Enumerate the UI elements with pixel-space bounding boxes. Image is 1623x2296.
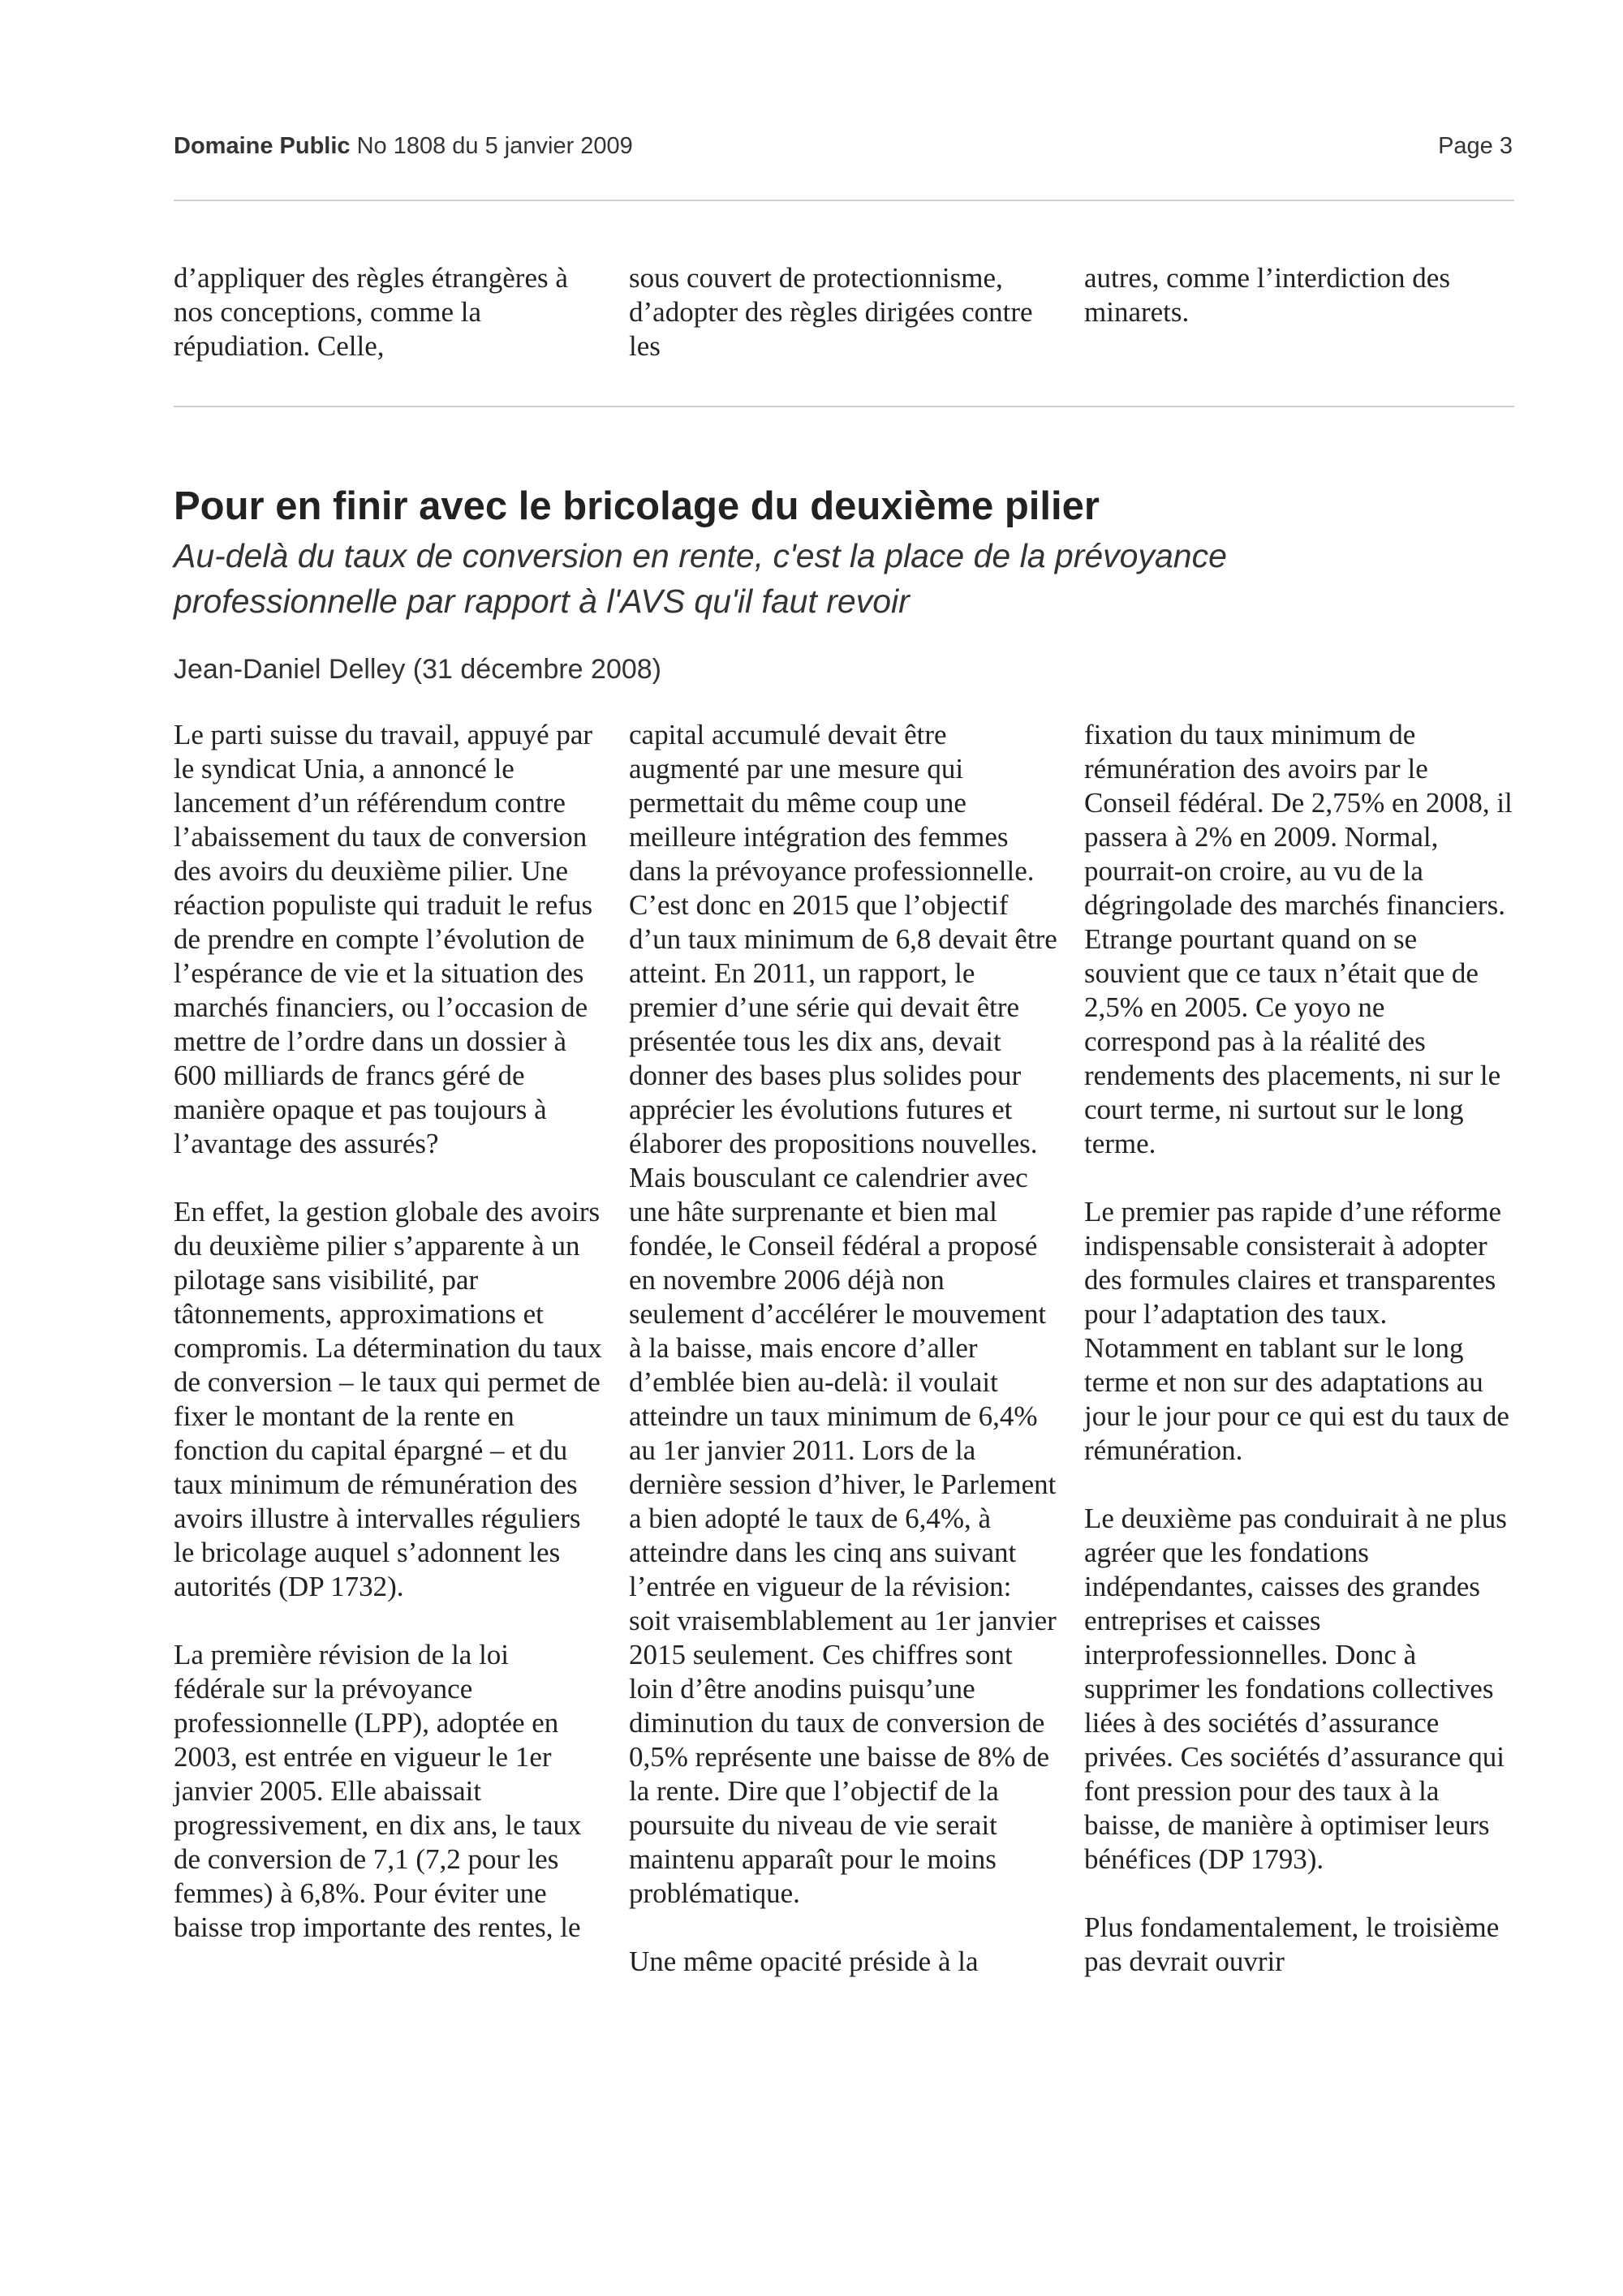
paragraph: Le parti suisse du travail, appuyé par le syndicat Unia, a annoncé le lancement d’un référendum contre l’abaissement du taux de conversion des avoirs du deuxième pilier. Une réaction populiste qui traduit le refus de prendre en compte l’évolution de l’espérance de vie et la situation des marchés financiers, ou l’occasion de mettre de l’ordre dans un dossier à 600 milliards de francs géré de manière opaque et pas toujours à l’avantage des assurés? — [174, 719, 593, 1159]
paragraph: Le premier pas rapide d’une réforme indispensable consisterait à adopter des formules claires et transparentes pour l’adaptation des taux. Notamment en tablant sur le long terme et non sur des adaptations au jour le jour pour ce qui est du taux de rémunération. — [1084, 1196, 1509, 1466]
paragraph: La première révision de la loi fédérale sur la prévoyance professionnelle (LPP), adoptée en 2003, est entrée en vigueur le 1er janvier 2005. Elle abaissait progressivement, en dix ans, le taux de conversion de 7,1 (7,2 pour les femmes) à 6,8%. Pour éviter une baisse trop importante des rentes, le — [174, 1639, 582, 1943]
paragraph: autres, comme l’interdiction des minarets. — [1084, 262, 1450, 328]
article-title: Pour en finir avec le bricolage du deuxième pilier — [174, 484, 1100, 528]
article-column-2 — [629, 718, 1059, 1979]
issue-info: No 1808 du 5 janvier 2009 — [356, 133, 633, 159]
publication-info — [174, 133, 633, 160]
paragraph: capital accumulé devait être augmenté par une mesure qui permettait du même coup une meilleure intégration des femmes dans la prévoyance professionnelle. C’est donc en 2015 que l’objectif d’un taux minimum de 6,8 devait être atteint. En 2011, un rapport, le premier d’une série qui devait être présentée tous les dix ans, devait donner des bases plus solides pour apprécier les évolutions futures et élaborer des propositions nouvelles. Mais bousculant ce calendrier avec une hâte surprenante et bien mal fondée, le Conseil fédéral a proposé en novembre 2006 déjà non seulement d’accélérer le mouvement à la baisse, mais encore d’aller d’emblée bien au-delà: il voulait atteindre un taux minimum de 6,4% au 1er janvier 2011. Lors de la dernière session d’hiver, le Parlement a bien adopté le taux de 6,4%, à atteindre dans les cinq ans suivant l’entrée en vigueur de la révision: soit vraisemblablement au 1er janvier 2015 seulement. Ces chiffres sont loin d’être anodins puisqu’une diminution du taux de conversion de 0,5% représente une baisse de 8% de la rente. Dire que l’objectif de la poursuite du niveau de vie serait maintenu apparaît pour le moins problématique. — [629, 719, 1057, 1909]
article-byline: Jean-Daniel Delley (31 décembre 2008) — [174, 654, 661, 685]
page-number: Page 3 — [1438, 133, 1513, 159]
article-column-3 — [1084, 718, 1514, 1979]
previous-article-column-2 — [629, 261, 1059, 363]
previous-article-column-3 — [1084, 261, 1514, 363]
page-header — [174, 133, 1513, 169]
previous-article-column-1 — [174, 261, 604, 363]
article-subtitle: Au-delà du taux de conversion en rente, c'est la place de la prévoyance professionnelle par rapport à l'AVS qu'il faut revoir — [174, 537, 1227, 620]
paragraph: fixation du taux minimum de rémunération des avoirs par le Conseil fédéral. De 2,75% en 2008, il passera à 2% en 2009. Normal, pourrait-on croire, au vu de la dégringolade des marchés financiers. Etrange pourtant quand on se souvient que ce taux n’était que de 2,5% en 2005. Ce yoyo ne correspond pas à la réalité des rendements des placements, ni sur le court terme, ni surtout sur le long terme. — [1084, 719, 1513, 1159]
article-divider — [174, 406, 1514, 407]
header-divider — [174, 200, 1514, 201]
previous-article-columns — [174, 261, 1514, 363]
paragraph: En effet, la gestion globale des avoirs du deuxième pilier s’apparente à un pilotage sans visibilité, par tâtonnements, approximations et compromis. La détermination du taux de conversion – le taux qui permet de fixer le montant de la rente en fonction du capital épargné – et du taux minimum de rémunération des avoirs illustre à intervalles réguliers le bricolage auquel s’adonnent les autorités (DP 1732). — [174, 1196, 602, 1602]
publication-name: Domaine Public — [174, 133, 351, 159]
paragraph: sous couvert de protectionnisme, d’adopter des règles dirigées contre les — [629, 262, 1033, 362]
paragraph: Une même opacité préside à la — [629, 1946, 979, 1977]
article-columns — [174, 718, 1514, 1979]
paragraph: Le deuxième pas conduirait à ne plus agréer que les fondations indépendantes, caisses des grandes entreprises et caisses interprofessionnelles. Donc à supprimer les fondations collectives liées à des sociétés d’assurance privées. Ces sociétés d’assurance qui font pression pour des taux à la baisse, de manière à optimiser leurs bénéfices (DP 1793). — [1084, 1503, 1507, 1875]
paragraph: d’appliquer des règles étrangères à nos conceptions, comme la répudiation. Celle, — [174, 262, 568, 362]
paragraph: Plus fondamentalement, le troisième pas devrait ouvrir — [1084, 1911, 1500, 1977]
article-column-1 — [174, 718, 604, 1979]
